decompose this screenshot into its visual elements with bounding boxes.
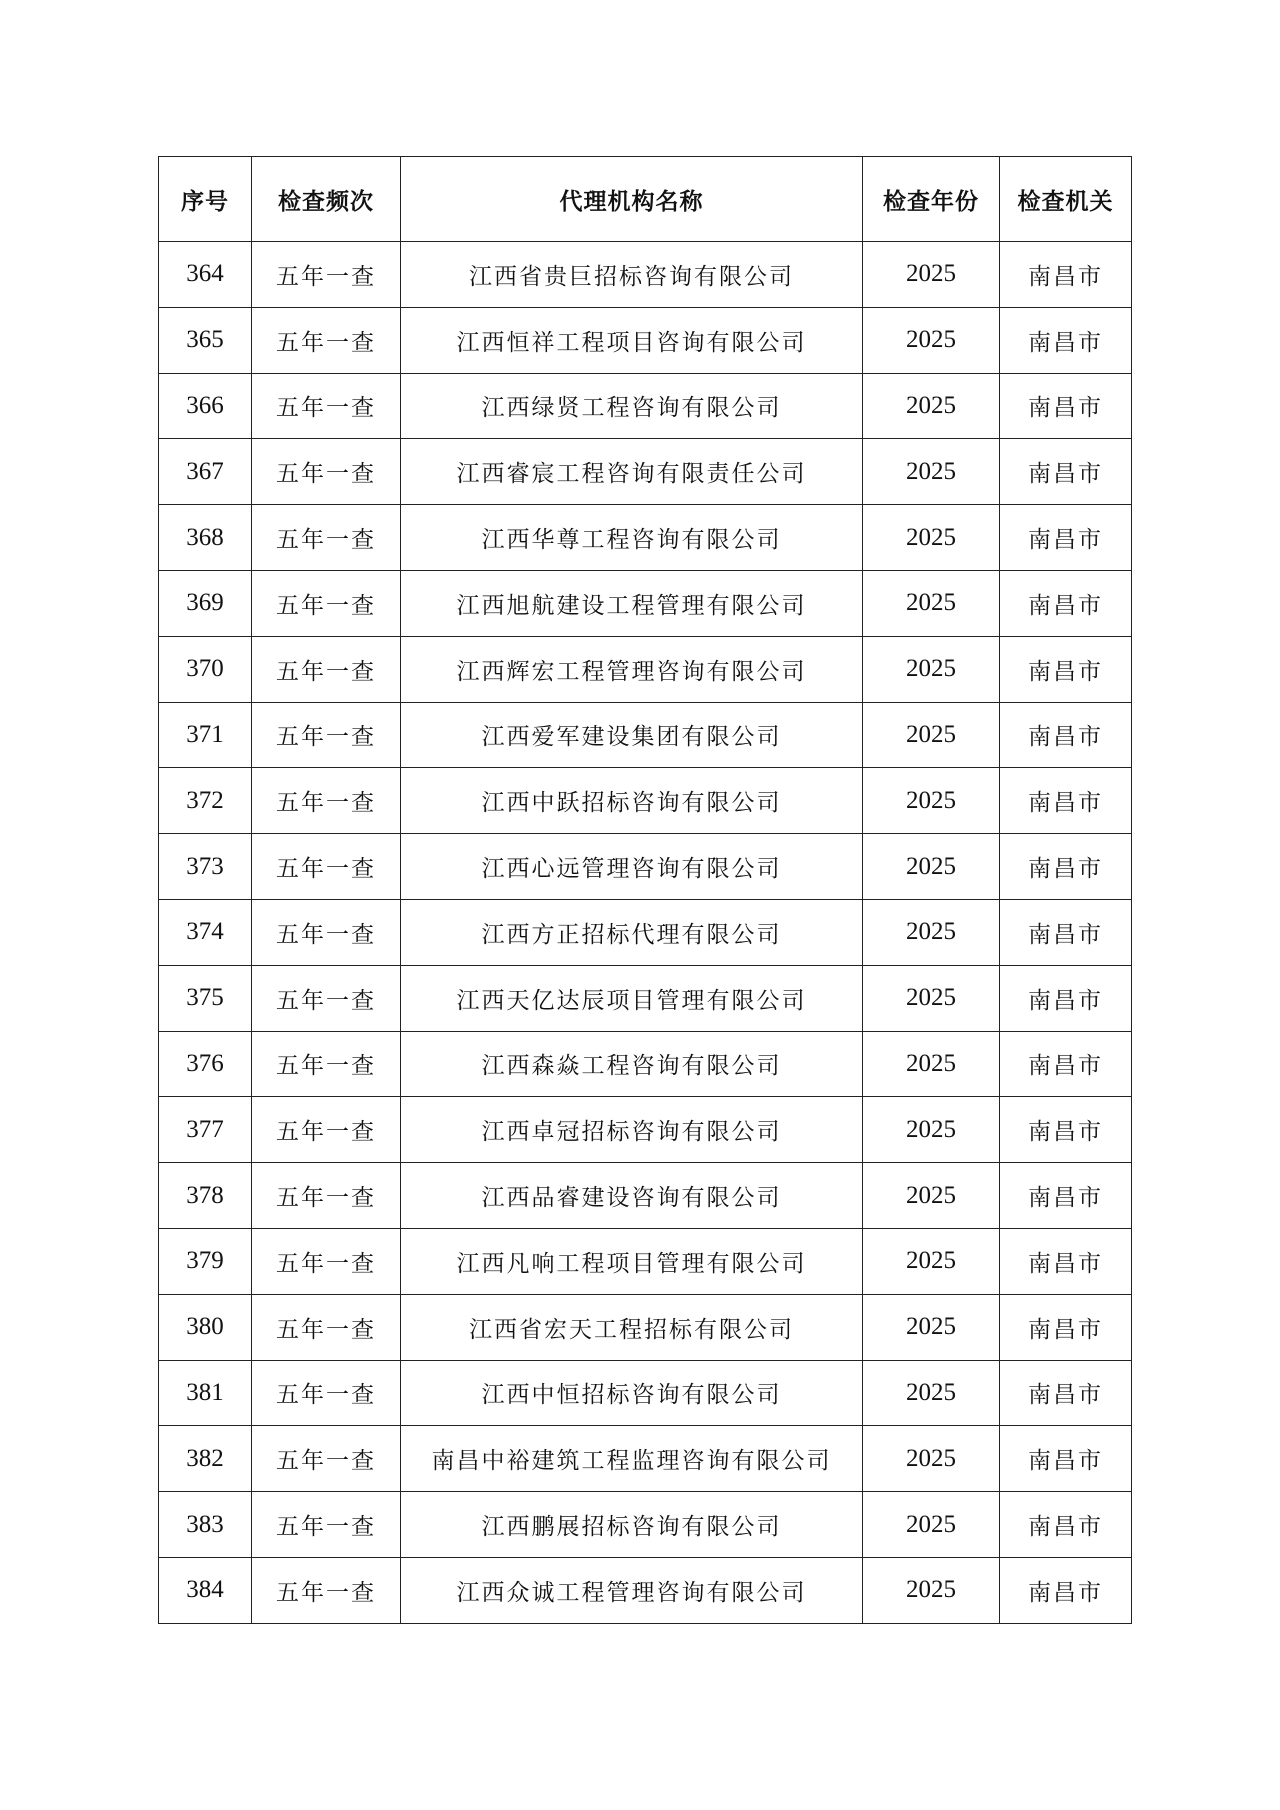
cell-agency-name: 江西森焱工程咨询有限公司: [401, 1031, 863, 1097]
cell-frequency: 五年一查: [252, 965, 401, 1031]
cell-agency-name: 江西方正招标代理有限公司: [401, 899, 863, 965]
cell-year: 2025: [863, 439, 1000, 505]
cell-frequency: 五年一查: [252, 439, 401, 505]
cell-index: 377: [159, 1097, 252, 1163]
header-index: 序号: [159, 157, 252, 242]
cell-frequency: 五年一查: [252, 373, 401, 439]
table-row: [159, 505, 1132, 571]
cell-authority: 南昌市: [1000, 636, 1132, 702]
cell-agency-name: 江西凡响工程项目管理有限公司: [401, 1228, 863, 1294]
table-row: [159, 768, 1132, 834]
table-row: [159, 439, 1132, 505]
cell-index: 376: [159, 1031, 252, 1097]
cell-frequency: 五年一查: [252, 1031, 401, 1097]
table-row: [159, 1557, 1132, 1623]
table-row: [159, 1294, 1132, 1360]
cell-year: 2025: [863, 1360, 1000, 1426]
header-frequency: 检查频次: [252, 157, 401, 242]
cell-authority: 南昌市: [1000, 834, 1132, 900]
cell-year: 2025: [863, 242, 1000, 308]
cell-index: 374: [159, 899, 252, 965]
cell-year: 2025: [863, 307, 1000, 373]
cell-agency-name: 江西旭航建设工程管理有限公司: [401, 570, 863, 636]
cell-agency-name: 江西华尊工程咨询有限公司: [401, 505, 863, 571]
header-agency-name: 代理机构名称: [401, 157, 863, 242]
cell-index: 366: [159, 373, 252, 439]
cell-year: 2025: [863, 373, 1000, 439]
cell-year: 2025: [863, 1097, 1000, 1163]
cell-agency-name: 江西中恒招标咨询有限公司: [401, 1360, 863, 1426]
cell-authority: 南昌市: [1000, 1163, 1132, 1229]
cell-frequency: 五年一查: [252, 1294, 401, 1360]
table-row: [159, 636, 1132, 702]
agency-inspection-table: [158, 156, 1132, 1624]
table-row: [159, 1426, 1132, 1492]
cell-authority: 南昌市: [1000, 307, 1132, 373]
cell-year: 2025: [863, 1228, 1000, 1294]
cell-year: 2025: [863, 834, 1000, 900]
table-row: [159, 1360, 1132, 1426]
cell-index: 375: [159, 965, 252, 1031]
cell-agency-name: 江西卓冠招标咨询有限公司: [401, 1097, 863, 1163]
cell-index: 368: [159, 505, 252, 571]
cell-agency-name: 江西睿宸工程咨询有限责任公司: [401, 439, 863, 505]
cell-index: 365: [159, 307, 252, 373]
table-row: [159, 834, 1132, 900]
cell-index: 370: [159, 636, 252, 702]
table-row: [159, 307, 1132, 373]
cell-agency-name: 南昌中裕建筑工程监理咨询有限公司: [401, 1426, 863, 1492]
cell-frequency: 五年一查: [252, 1426, 401, 1492]
cell-agency-name: 江西鹏展招标咨询有限公司: [401, 1492, 863, 1558]
cell-frequency: 五年一查: [252, 1097, 401, 1163]
cell-year: 2025: [863, 702, 1000, 768]
cell-agency-name: 江西绿贤工程咨询有限公司: [401, 373, 863, 439]
cell-frequency: 五年一查: [252, 702, 401, 768]
cell-frequency: 五年一查: [252, 834, 401, 900]
cell-authority: 南昌市: [1000, 1097, 1132, 1163]
cell-frequency: 五年一查: [252, 899, 401, 965]
header-year: 检查年份: [863, 157, 1000, 242]
cell-index: 364: [159, 242, 252, 308]
cell-index: 384: [159, 1557, 252, 1623]
table-row: [159, 1228, 1132, 1294]
cell-agency-name: 江西天亿达辰项目管理有限公司: [401, 965, 863, 1031]
cell-index: 379: [159, 1228, 252, 1294]
cell-year: 2025: [863, 768, 1000, 834]
cell-agency-name: 江西品睿建设咨询有限公司: [401, 1163, 863, 1229]
cell-authority: 南昌市: [1000, 1426, 1132, 1492]
cell-agency-name: 江西辉宏工程管理咨询有限公司: [401, 636, 863, 702]
header-authority: 检查机关: [1000, 157, 1132, 242]
cell-year: 2025: [863, 636, 1000, 702]
cell-year: 2025: [863, 899, 1000, 965]
cell-frequency: 五年一查: [252, 1360, 401, 1426]
cell-authority: 南昌市: [1000, 505, 1132, 571]
cell-year: 2025: [863, 1492, 1000, 1558]
cell-index: 382: [159, 1426, 252, 1492]
cell-year: 2025: [863, 1163, 1000, 1229]
cell-frequency: 五年一查: [252, 307, 401, 373]
cell-agency-name: 江西众诚工程管理咨询有限公司: [401, 1557, 863, 1623]
table-row: [159, 965, 1132, 1031]
cell-frequency: 五年一查: [252, 768, 401, 834]
cell-index: 383: [159, 1492, 252, 1558]
cell-index: 378: [159, 1163, 252, 1229]
cell-year: 2025: [863, 1557, 1000, 1623]
cell-index: 381: [159, 1360, 252, 1426]
cell-agency-name: 江西爱军建设集团有限公司: [401, 702, 863, 768]
cell-authority: 南昌市: [1000, 439, 1132, 505]
cell-authority: 南昌市: [1000, 1294, 1132, 1360]
table-row: [159, 242, 1132, 308]
cell-authority: 南昌市: [1000, 1492, 1132, 1558]
header-row: [159, 157, 1132, 242]
cell-frequency: 五年一查: [252, 1163, 401, 1229]
table-row: [159, 899, 1132, 965]
table-row: [159, 1097, 1132, 1163]
cell-index: 373: [159, 834, 252, 900]
cell-year: 2025: [863, 965, 1000, 1031]
cell-authority: 南昌市: [1000, 242, 1132, 308]
table-row: [159, 1492, 1132, 1558]
cell-authority: 南昌市: [1000, 965, 1132, 1031]
cell-authority: 南昌市: [1000, 1360, 1132, 1426]
cell-frequency: 五年一查: [252, 242, 401, 308]
cell-index: 371: [159, 702, 252, 768]
cell-year: 2025: [863, 1031, 1000, 1097]
cell-index: 369: [159, 570, 252, 636]
cell-frequency: 五年一查: [252, 570, 401, 636]
cell-year: 2025: [863, 505, 1000, 571]
cell-authority: 南昌市: [1000, 702, 1132, 768]
cell-year: 2025: [863, 1426, 1000, 1492]
cell-agency-name: 江西心远管理咨询有限公司: [401, 834, 863, 900]
cell-index: 380: [159, 1294, 252, 1360]
cell-frequency: 五年一查: [252, 1557, 401, 1623]
table-row: [159, 1163, 1132, 1229]
cell-frequency: 五年一查: [252, 505, 401, 571]
cell-frequency: 五年一查: [252, 1492, 401, 1558]
cell-frequency: 五年一查: [252, 1228, 401, 1294]
cell-agency-name: 江西省贵巨招标咨询有限公司: [401, 242, 863, 308]
cell-frequency: 五年一查: [252, 636, 401, 702]
cell-authority: 南昌市: [1000, 1557, 1132, 1623]
table-row: [159, 373, 1132, 439]
cell-agency-name: 江西恒祥工程项目咨询有限公司: [401, 307, 863, 373]
cell-year: 2025: [863, 1294, 1000, 1360]
cell-authority: 南昌市: [1000, 1228, 1132, 1294]
cell-authority: 南昌市: [1000, 1031, 1132, 1097]
table-row: [159, 1031, 1132, 1097]
table-row: [159, 702, 1132, 768]
cell-authority: 南昌市: [1000, 373, 1132, 439]
cell-authority: 南昌市: [1000, 899, 1132, 965]
cell-index: 372: [159, 768, 252, 834]
cell-authority: 南昌市: [1000, 768, 1132, 834]
cell-agency-name: 江西省宏天工程招标有限公司: [401, 1294, 863, 1360]
cell-year: 2025: [863, 570, 1000, 636]
cell-authority: 南昌市: [1000, 570, 1132, 636]
cell-index: 367: [159, 439, 252, 505]
table-row: [159, 570, 1132, 636]
cell-agency-name: 江西中跃招标咨询有限公司: [401, 768, 863, 834]
